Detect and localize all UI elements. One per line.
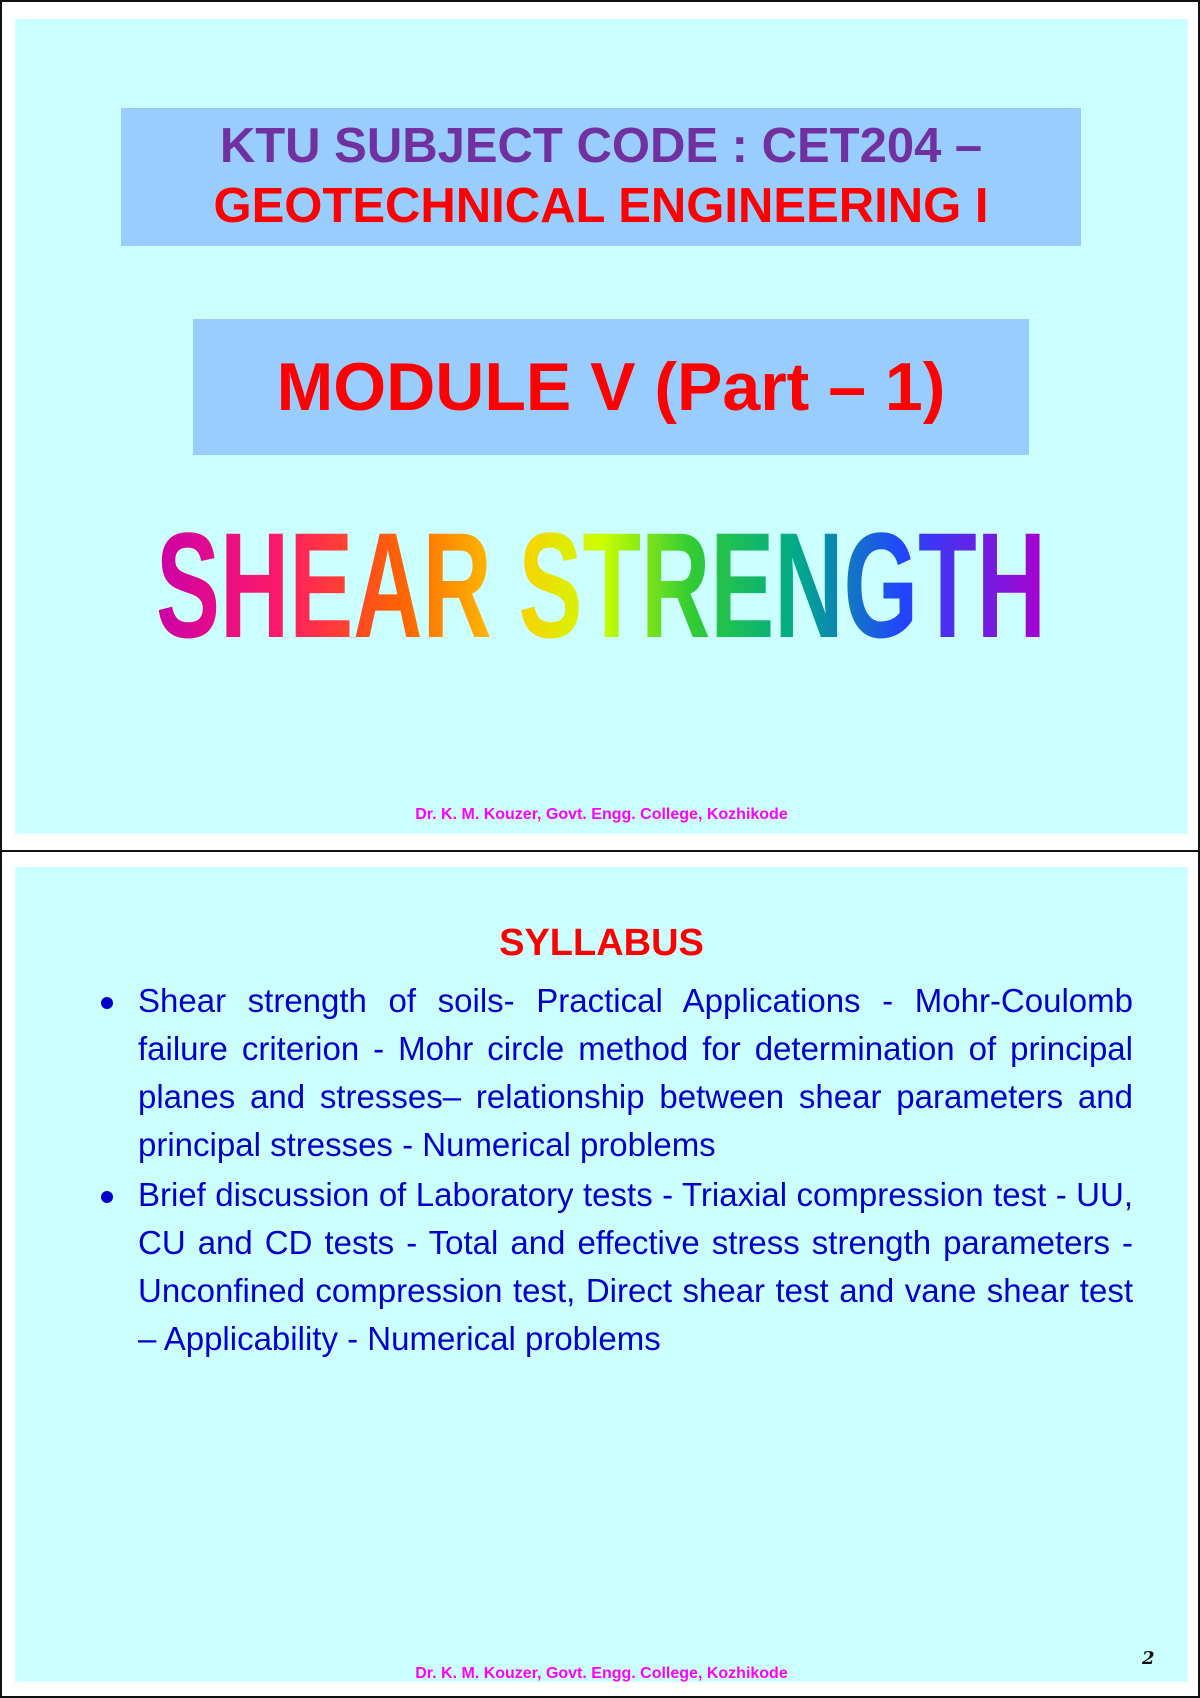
module-title: MODULE V (Part – 1) (276, 349, 946, 425)
syllabus-item-text: Shear strength of soils- Practical Applications - Mohr-Coulomb failure criterion - Mohr circle method for determination of principal planes and stresses– relationship between shear parameters and principal stresses - Numerical problems (138, 982, 1133, 1163)
page-number: 2 (1142, 1648, 1155, 1669)
subject-code-line: KTU SUBJECT CODE : CET204 – (219, 119, 983, 173)
bullet-icon (101, 997, 113, 1009)
shear-strength-title (15, 509, 1188, 659)
slide-1-background (15, 19, 1188, 834)
syllabus-title: SYLLABUS (499, 922, 704, 964)
subject-code-box (121, 108, 1081, 246)
syllabus-item-text: Brief discussion of Laboratory tests - Triaxial compression test - UU, CU and CD tests - Total and effective stress strength parameters - Unconfined compression test, Direct shear test and vane shear test – Applicability - Numerical problems (138, 1176, 1133, 1357)
subject-name-line: GEOTECHNICAL ENGINEERING I (213, 179, 989, 233)
list-item (93, 1171, 1133, 1363)
list-item (93, 977, 1133, 1169)
slide-2 (0, 850, 1200, 1698)
slide-2-background (15, 867, 1188, 1682)
slide-2-footer: Dr. K. M. Kouzer, Govt. Engg. College, Kozhikode (415, 1665, 788, 1682)
syllabus-list (93, 977, 1133, 1365)
module-box (193, 319, 1029, 455)
shear-strength-text: SHEAR STRENGTH (156, 509, 1046, 659)
slide-1-footer: Dr. K. M. Kouzer, Govt. Engg. College, Kozhikode (415, 806, 788, 823)
bullet-icon (101, 1191, 113, 1203)
